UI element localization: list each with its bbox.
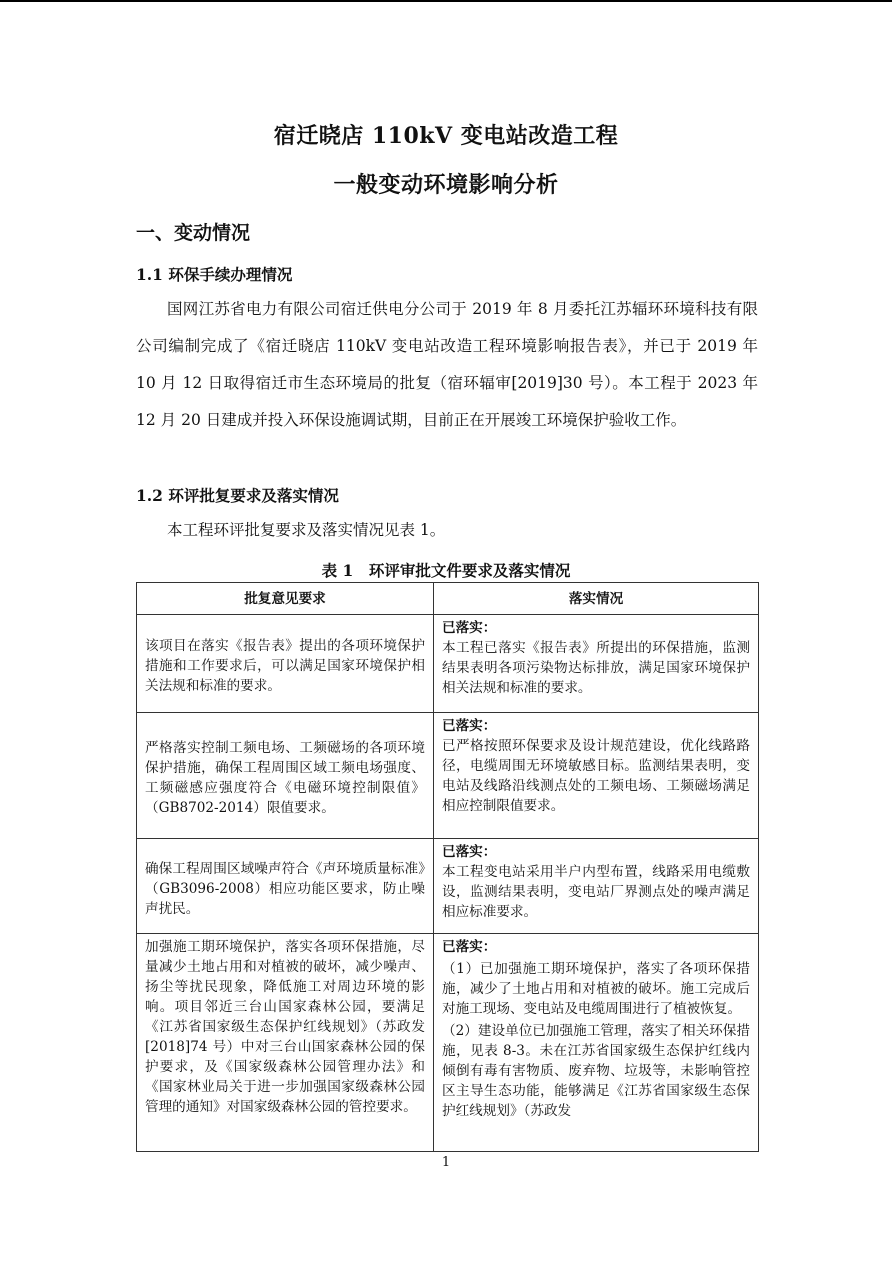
status-label: 已落实：: [442, 718, 497, 734]
status-detail: 已严格按照环保要求及设计规范建设，优化线路路径，电缆周围无环境敏感目标。监测结果表明，变电站及线路沿线测点处的工频电场、工频磁场满足相应控制限值要求。: [442, 738, 750, 814]
status-label: 已落实：: [442, 844, 497, 860]
table-header-row: [137, 583, 759, 615]
table-row: [137, 839, 759, 934]
header-status: 落实情况: [434, 583, 759, 615]
page-number: 1: [441, 1155, 451, 1170]
paragraph-table-ref: 本工程环评批复要求及落实情况见表 1。: [167, 521, 446, 539]
status-label: 已落实：: [442, 620, 497, 636]
requirement-cell: 该项目在落实《报告表》提出的各项环境保护措施和工作要求后，可以满足国家环境保护相关法规和标准的要求。: [137, 615, 434, 713]
doc-title-line1: 宿迁晓店 110kV 变电站改造工程: [273, 123, 619, 149]
section-heading-1-1: 1.1 环保手续办理情况: [136, 265, 293, 284]
table-row: [137, 615, 759, 713]
status-cell: [434, 934, 759, 1152]
paragraph-approval: 国网江苏省电力有限公司宿迁供电分公司于 2019 年 8 月委托江苏辐环环境科技有限公司编制完成了《宿迁晓店 110kV 变电站改造工程环境影响报告表》，并已于 2019 年 10 月 12 日取得宿迁市生态环境局的批复（宿环辐审[2019]30 号）。本工程于 2023 年 12 月 20 日建成并投入环保设施调试期，目前正在开展竣工环境保护验收工作。: [136, 300, 758, 429]
section-heading-1: 一、变动情况: [136, 222, 251, 244]
table-caption: 表 1 环评审批文件要求及落实情况: [321, 561, 571, 580]
status-detail: （1）已加强施工期环境保护，落实了各项环保措施，减少了土地占用和对植被的破坏。施工完成后对施工现场、变电站及电缆周围进行了植被恢复。: [442, 961, 750, 1017]
status-cell: [434, 713, 759, 839]
status-detail: （2）建设单位已加强施工管理，落实了相关环保措施，见表 8-3。未在江苏省国家级生态保护红线内倾倒有毒有害物质、废弃物、垃圾等，未影响管控区主导生态功能，能够满足《江苏省国家级生态保护红线规划》（苏政发: [442, 1023, 750, 1119]
status-cell: [434, 615, 759, 713]
requirements-table: [136, 582, 759, 1152]
requirement-cell: 严格落实控制工频电场、工频磁场的各项环境保护措施，确保工程周围区域工频电场强度、工频磁感应强度符合《电磁环境控制限值》（GB8702-2014）限值要求。: [137, 713, 434, 839]
table-row: [137, 934, 759, 1152]
requirement-cell: 确保工程周围区域噪声符合《声环境质量标准》（GB3096-2008）相应功能区要求，防止噪声扰民。: [137, 839, 434, 934]
section-heading-1-2: 1.2 环评批复要求及落实情况: [136, 486, 339, 505]
doc-title-line2: 一般变动环境影响分析: [333, 172, 559, 198]
header-requirement: 批复意见要求: [137, 583, 434, 615]
status-label: 已落实：: [442, 939, 497, 955]
status-cell: [434, 839, 759, 934]
requirement-cell: 加强施工期环境保护，落实各项环保措施，尽量减少土地占用和对植被的破坏，减少噪声、扬尘等扰民现象，降低施工对周边环境的影响。项目邻近三台山国家森林公园，要满足《江苏省国家级生态保护红线规划》（苏政发[2018]74 号）中对三台山国家森林公园的保护要求，及《国家级森林公园管理办法》和《国家林业局关于进一步加强国家级森林公园管理的通知》对国家级森林公园的管控要求。: [137, 934, 434, 1152]
status-detail: 本工程变电站采用半户内型布置，线路采用电缆敷设，监测结果表明，变电站厂界测点处的噪声满足相应标准要求。: [442, 864, 750, 920]
status-detail: 本工程已落实《报告表》所提出的环保措施，监测结果表明各项污染物达标排放，满足国家环境保护相关法规和标准的要求。: [442, 640, 750, 696]
table-row: [137, 713, 759, 839]
